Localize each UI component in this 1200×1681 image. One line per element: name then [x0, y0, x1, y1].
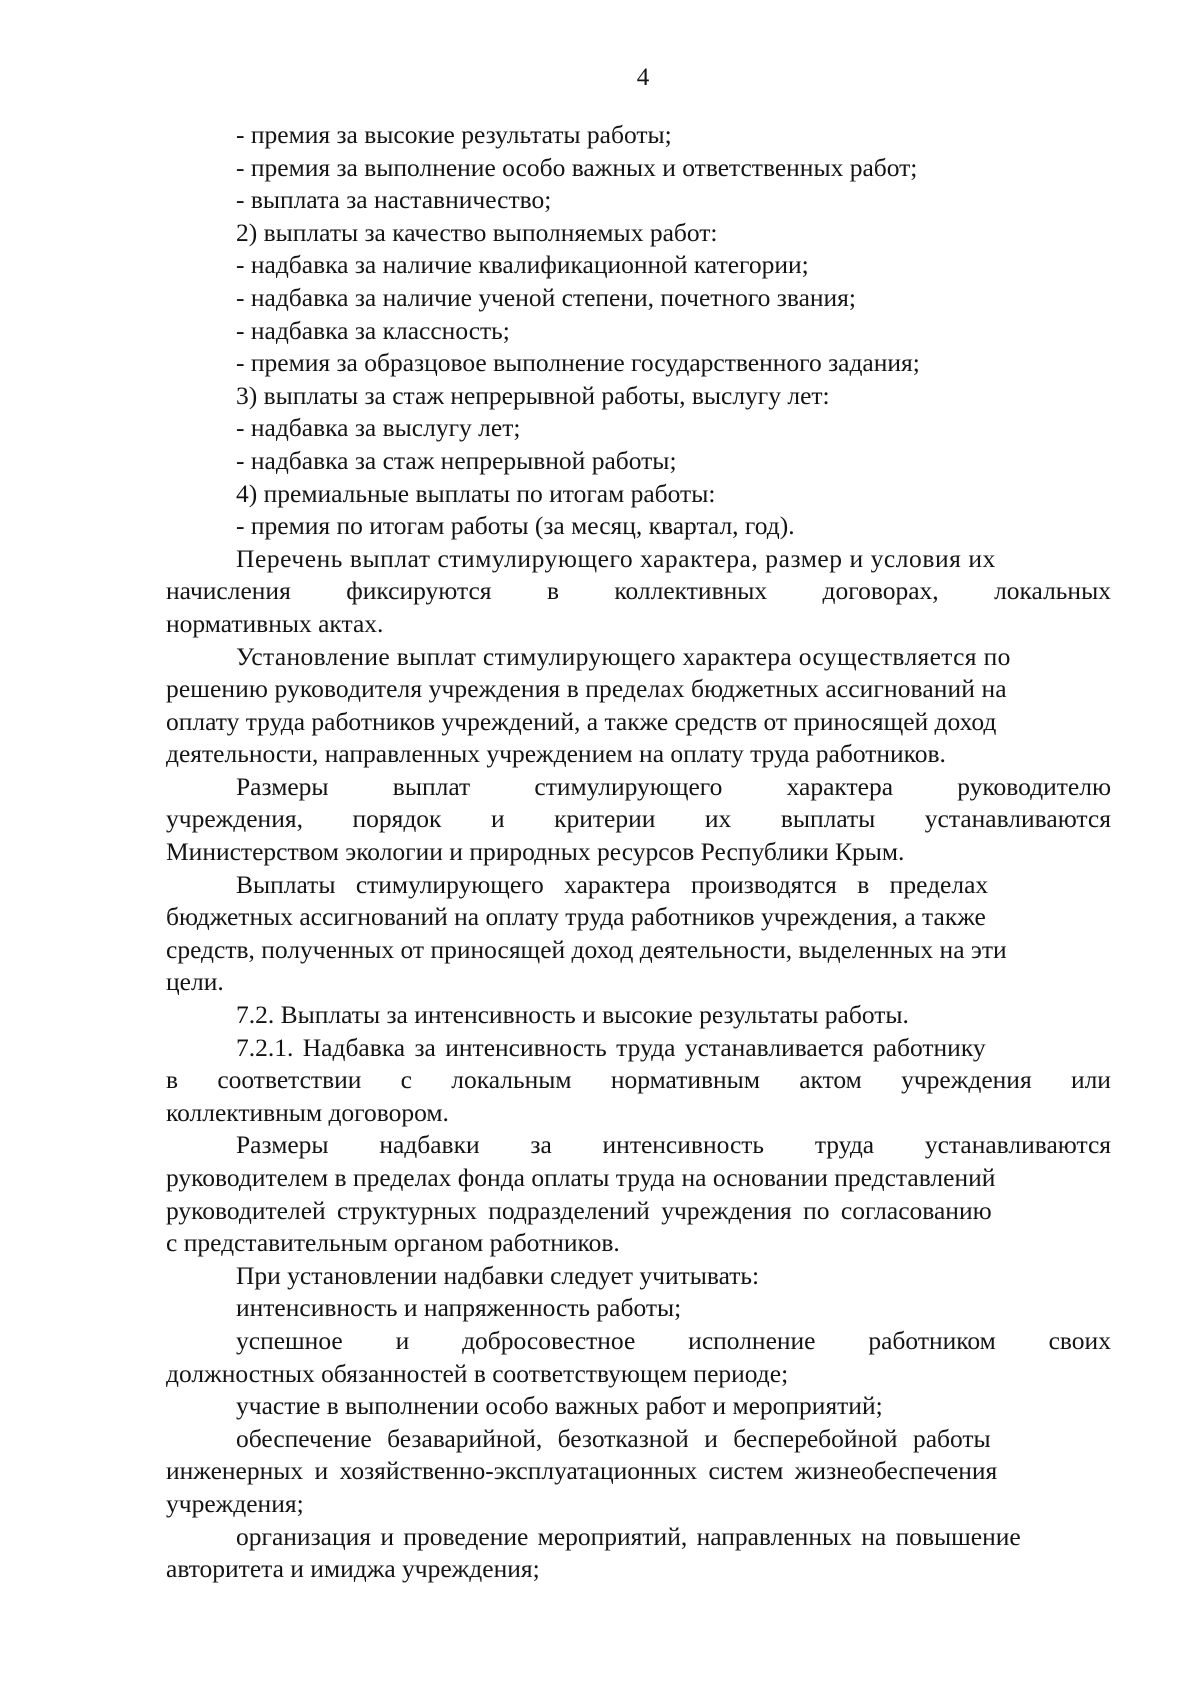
- word: критерии: [554, 804, 656, 834]
- word: локальным: [451, 1065, 572, 1095]
- text-line: - премия за высокие результаты работы;: [236, 120, 672, 149]
- text-line: оплату труда работников учреждений, а также средств от приносящей доход: [166, 706, 997, 736]
- page-number: 4: [636, 64, 650, 91]
- section-heading: 7.2. Выплаты за интенсивность и высокие результаты работы.: [236, 1000, 909, 1030]
- text-line: организация и проведение мероприятий, направленных на повышение: [236, 1521, 1021, 1551]
- text-line: бюджетных ассигнований на оплату труда работников учреждения, а также: [166, 902, 986, 932]
- word: руководителю: [957, 771, 1111, 801]
- text-line: руководителем в пределах фонда оплаты труда на основании представлений: [166, 1163, 996, 1192]
- text-line: - премия за выполнение особо важных и ответственных работ;: [236, 152, 918, 182]
- text-line: авторитета и имиджа учреждения;: [166, 1554, 540, 1584]
- word: нормативным: [610, 1065, 760, 1095]
- text-line: [166, 1129, 1111, 1162]
- word: добросовестное: [462, 1325, 636, 1355]
- word: или: [1070, 1065, 1111, 1095]
- word: Размеры: [236, 1130, 329, 1160]
- text-line: - выплата за наставничество;: [236, 185, 552, 215]
- word: интенсивность: [602, 1130, 765, 1160]
- text-line: 4) премиальные выплаты по итогам работы:: [236, 478, 716, 508]
- text-line: участие в выполнении особо важных работ и мероприятий;: [236, 1391, 883, 1421]
- text-line: обеспечение безаварийной, безотказной и бесперебойной работы: [236, 1423, 991, 1453]
- text-line: средств, полученных от приносящей доход деятельности, выделенных на эти: [166, 934, 1007, 964]
- word: за: [530, 1130, 552, 1160]
- text-line: Министерством экологии и природных ресурсов Республики Крым.: [166, 837, 905, 867]
- text-line: должностных обязанностей в соответствующем периоде;: [166, 1358, 789, 1388]
- text-line: интенсивность и напряженность работы;: [236, 1293, 682, 1323]
- text-line: деятельности, направленных учреждением на оплату труда работников.: [166, 739, 946, 769]
- text-line: - премия по итогам работы (за месяц, квартал, год).: [236, 511, 795, 541]
- document-body: [166, 119, 1111, 1586]
- word: с: [400, 1065, 412, 1095]
- word: Размеры: [236, 771, 329, 801]
- text-line: [166, 543, 1111, 576]
- text-line: [166, 1325, 1111, 1358]
- word: исполнение: [688, 1325, 816, 1355]
- word: коллективных: [614, 576, 768, 606]
- word: стимулирующего: [534, 771, 723, 801]
- word: соответствии: [217, 1065, 362, 1095]
- text-line: [166, 803, 1111, 836]
- word: порядок: [352, 804, 442, 834]
- word: выплаты: [780, 804, 876, 834]
- text-line: цели.: [166, 967, 224, 997]
- text-line: 2) выплаты за качество выполняемых работ:: [236, 217, 718, 247]
- text-line: - надбавка за стаж непрерывной работы;: [236, 445, 677, 475]
- text-line: нормативных актах.: [166, 608, 384, 638]
- text-line: - премия за образцовое выполнение государственного задания;: [236, 348, 920, 378]
- text-line: инженерных и хозяйственно-эксплуатационных систем жизнеобеспечения: [166, 1456, 998, 1486]
- word: их: [704, 804, 732, 834]
- text-line: [166, 771, 1111, 804]
- text-line: - надбавка за выслугу лет;: [236, 413, 521, 443]
- word: устанавливаются: [924, 804, 1111, 834]
- word: и: [490, 804, 505, 834]
- text-line: - надбавка за наличие ученой степени, почетного звания;: [236, 282, 856, 312]
- text-line: При установлении надбавки следует учитывать:: [236, 1260, 760, 1290]
- text-line: - надбавка за классность;: [236, 315, 510, 345]
- word: успешное: [236, 1325, 343, 1355]
- text-line: Выплаты стимулирующего характера производятся в пределах: [236, 869, 989, 899]
- word: локальных: [994, 576, 1111, 606]
- word: надбавки: [379, 1130, 480, 1160]
- word: и: [395, 1325, 410, 1355]
- text-line: [166, 1064, 1111, 1097]
- text-line: 7.2.1. Надбавка за интенсивность труда устанавливается работнику: [236, 1032, 986, 1062]
- word: Перечень выплат стимулирующего характера, размер и условия их: [236, 543, 996, 573]
- text-line: [166, 575, 1111, 608]
- word: выплат: [392, 771, 471, 801]
- word: в: [546, 576, 559, 606]
- text-line: - надбавка за наличие квалификационной категории;: [236, 250, 809, 280]
- text-line: учреждения;: [166, 1488, 304, 1518]
- word: учреждения: [901, 1065, 1032, 1095]
- word: устанавливаются: [924, 1130, 1111, 1160]
- text-line: коллективным договором.: [166, 1097, 449, 1127]
- word: характера: [786, 771, 894, 801]
- text-line: 3) выплаты за стаж непрерывной работы, выслугу лет:: [236, 380, 830, 410]
- word: актом: [799, 1065, 862, 1095]
- text-line: руководителей структурных подразделений учреждения по согласованию: [166, 1195, 992, 1225]
- text-line: с представительным органом работников.: [166, 1228, 620, 1258]
- word: в: [166, 1065, 179, 1095]
- word: начисления: [166, 576, 291, 606]
- word: фиксируются: [346, 576, 492, 606]
- word: своих: [1048, 1325, 1111, 1355]
- word: договорах,: [822, 576, 939, 606]
- word: труда: [814, 1130, 875, 1160]
- text-line: решению руководителя учреждения в пределах бюджетных ассигнований на: [166, 674, 1007, 704]
- word: работником: [868, 1325, 996, 1355]
- word: учреждения,: [166, 804, 303, 834]
- text-line: Установление выплат стимулирующего характера осуществляется по: [236, 641, 1011, 671]
